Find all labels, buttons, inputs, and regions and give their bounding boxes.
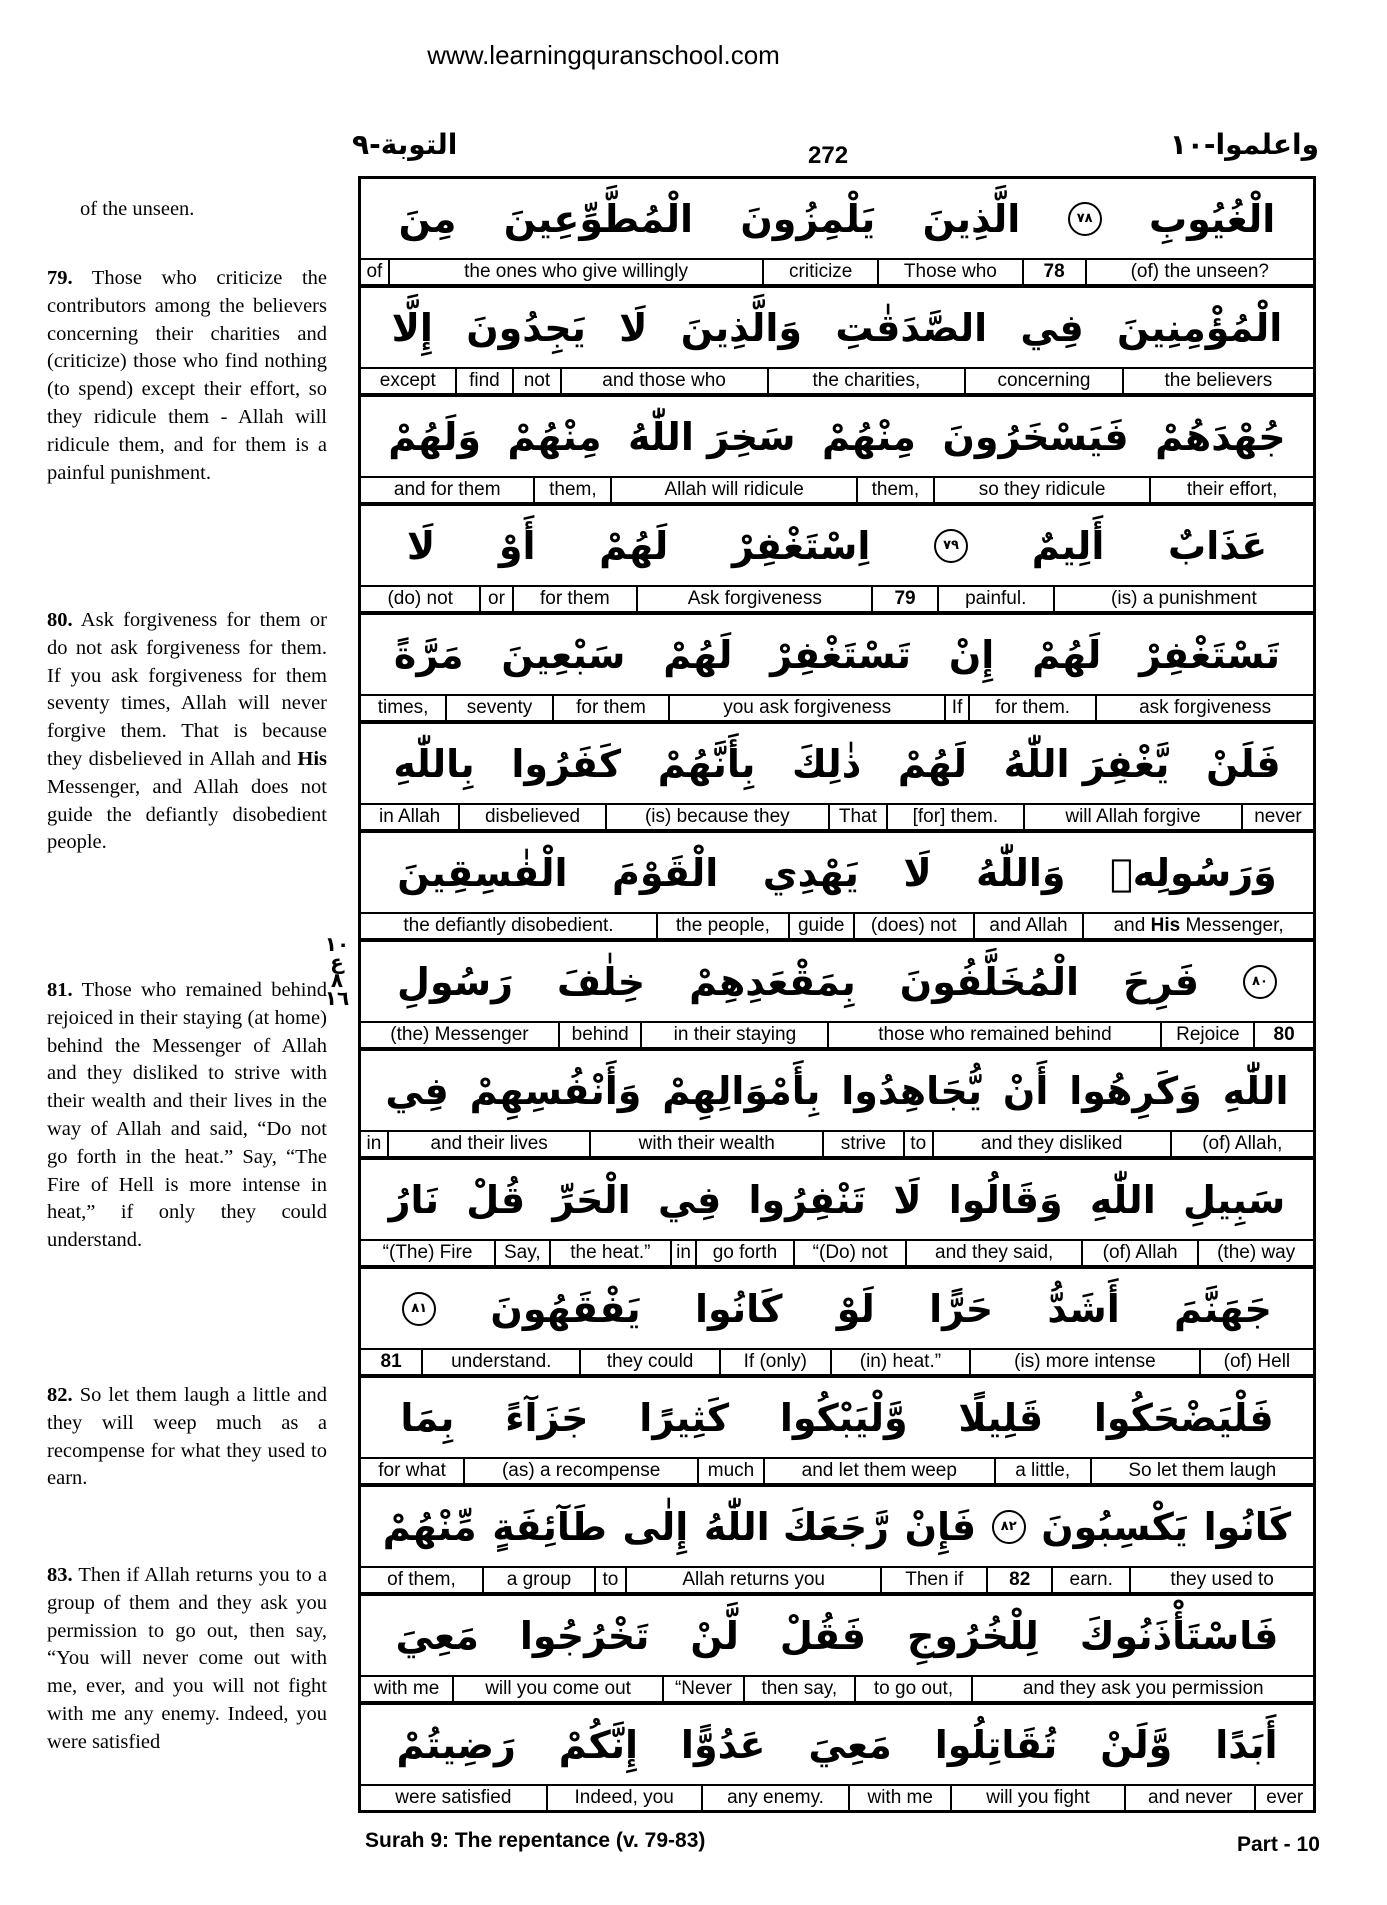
arabic-word: الْمُطَّوِّعِينَ [503,196,693,241]
english-word-cell: of them, [387,1569,456,1590]
english-word-cell: to [903,1132,932,1156]
english-word-cell: never [1241,805,1313,829]
english-word-cell: Indeed, you [546,1786,701,1810]
ruku-top: ١٠ [324,932,350,956]
arabic-word: الْحَرِّ [552,1177,631,1222]
verse-number: 81. [47,979,73,1001]
english-word-cell: [for] them. [886,805,1023,829]
arabic-word: إِلَّا [391,305,433,350]
english-word-cell: disbelieved [458,805,605,829]
english-word-cell: (the) Messenger [390,1024,529,1045]
english-word-cell: If [944,696,968,720]
english-word-cell: (do) not [387,588,453,609]
arabic-word: لَوْ [836,1286,875,1331]
english-word-cell: ask forgiveness [1095,696,1313,720]
arabic-word: فَاسْتَأْذَنُوكَ [1079,1613,1279,1658]
english-row [361,914,1313,942]
english-word-cell: then say, [743,1677,854,1701]
arabic-row [361,1051,1313,1132]
english-word-cell: find [455,369,513,393]
english-word-cell: the ones who give willingly [388,260,762,284]
arabic-row [361,724,1313,805]
arabic-word: الْفٰسِقِينَ [397,850,568,895]
english-word-cell: or [479,587,511,611]
arabic-word: عَدُوًّا [680,1722,766,1767]
arabic-word: اللّٰهِ [1089,1177,1156,1222]
verse-translation-bold: His [297,747,327,770]
english-word-cell: guide [788,914,853,938]
arabic-word: بِأَمْوَالِهِمْ [662,1068,821,1113]
arabic-word: وَاللّٰهُ [976,850,1066,895]
verse-number-cell: 78 [1022,260,1085,284]
english-row [361,696,1313,724]
arabic-word: وَأَنْفُسِهِمْ [469,1068,642,1113]
verse-translation-text: of the unseen. [80,198,195,220]
english-word-cell: they used to [1129,1568,1313,1592]
translation-paragraph [47,196,327,224]
english-word-cell: the believers [1122,369,1313,393]
arabic-word: سَبْعِينَ [501,632,626,677]
english-row [361,1677,1313,1705]
english-word-cell: the people, [656,914,788,938]
english-word-cell: go forth [695,1241,793,1265]
english-word-cell: their effort, [1149,478,1313,502]
arabic-word: رَسُولِ [396,959,514,1004]
verse-number-cell: 82 [986,1568,1051,1592]
english-word-cell: (does) not [853,914,973,938]
english-word-cell: (in) heat.” [830,1350,969,1374]
english-word-cell: If (only) [719,1350,830,1374]
arabic-word: كَفَرُوا [511,741,622,786]
arabic-word: طَآئِفَةٍ [492,1504,607,1549]
english-word-cell: for what [378,1460,446,1481]
arabic-word: لَهُمْ [897,741,967,786]
english-word-cell: not [512,369,559,393]
arabic-row [361,288,1313,369]
verse-translation-text: Ask forgiveness for them or do not ask forgiveness for them. If you ask forgiveness for them seventy times, Allah will never forgive them. That is because they disbelieved in Allah and [47,609,328,770]
verse-translation-text: Those who criticize the contributors among the believers concerning their charities and (criticize) those who find nothing (to spend) except their effort, so they ridicule them - Allah will ridicule them, and for them is a painful punishment. [47,267,327,484]
english-row [361,1568,1313,1596]
english-word-cell: strive [822,1132,903,1156]
english-word-cell: “(The) Fire [382,1242,473,1263]
english-word-cell: will you fight [950,1786,1124,1810]
english-word-cell: for them [552,696,668,720]
arabic-word: مَعِيَ [395,1613,479,1658]
verse-number: 79. [47,267,73,289]
arabic-row [361,397,1313,478]
english-word-cell: any enemy. [701,1786,849,1810]
arabic-word: لَهُمْ [599,523,669,568]
english-row [361,260,1313,288]
english-word-cell: except [379,370,436,391]
arabic-word: بِأَنَّهُمْ [657,741,756,786]
english-word-cell: understand. [421,1350,579,1374]
arabic-word: الْمُؤْمِنِينَ [1116,305,1283,350]
arabic-word: مِنْهُمْ [822,414,916,459]
verse-number-cell: 81 [380,1351,402,1372]
english-row [361,1241,1313,1269]
english-word-cell: they could [579,1350,718,1374]
english-word-cell: the heat.” [549,1241,671,1265]
english-word-cell: to go out, [854,1677,972,1701]
website-url [0,40,1387,71]
arabic-word: قُلْ [466,1177,526,1222]
english-word-cell: and they disliked [932,1132,1170,1156]
english-word-cell: you ask forgiveness [668,696,944,720]
bold-word: His [1150,915,1181,936]
arabic-word: تَخْرُجُوا [519,1613,650,1658]
arabic-word: تُقَاتِلُوا [934,1722,1058,1767]
english-word-cell: (of) the unseen? [1085,260,1313,284]
arabic-word: قَلِيلًا [958,1395,1044,1440]
surah-name: التوبة-٩ [352,128,458,161]
arabic-row [361,1487,1313,1568]
arabic-word: رَضِيتُمْ [396,1722,516,1767]
arabic-word: لَا [903,850,932,895]
verse-translation-text: So let them laugh a little and they will weep much as a recompense for what they used to earn. [47,1384,327,1490]
arabic-word: وَقَالُوا [948,1177,1063,1222]
arabic-word: وَكَرِهُوا [1069,1068,1202,1113]
arabic-word: لَهُمْ [1032,632,1102,677]
english-word-cell: and they said, [905,1241,1081,1265]
english-word-cell: of [366,261,383,282]
arabic-word: فِي [1020,305,1084,350]
arabic-word: جَهَنَّمَ [1174,1286,1272,1331]
website-url-text: www.learningquranschool.com [427,40,780,70]
translation-paragraph [47,265,327,487]
english-word-cell: (of) Allah [1081,1241,1197,1265]
english-row [361,369,1313,397]
arabic-word: يَّغْفِرَ اللّٰهُ [1003,741,1170,786]
arabic-word: بِاللّٰهِ [393,741,475,786]
arabic-word: أَنْ [1002,1068,1049,1113]
ruku-num: ٨ [330,968,344,992]
arabic-row [361,1596,1313,1677]
arabic-word: سَخِرَ اللّٰهُ [628,414,796,459]
word-by-word-grid [358,176,1316,1813]
juz-name: واعلموا-١٠ [1169,128,1319,161]
arabic-row [361,1269,1313,1350]
arabic-row [361,506,1313,587]
arabic-word: لَهُمْ [663,632,733,677]
english-word-cell: the charities, [767,369,965,393]
english-word-cell: Those who [877,260,1021,284]
arabic-word: تَنْفِرُوا [748,1177,866,1222]
arabic-word: إِلٰى [622,1504,689,1549]
english-row [361,587,1313,615]
arabic-word: سَبِيلِ [1182,1177,1286,1222]
english-word-cell: and Allah [973,914,1083,938]
english-word-cell: ever [1254,1786,1313,1810]
ruku-marker [322,932,352,1010]
english-word-cell: so they ridicule [933,478,1149,502]
english-word-cell: (of) Hell [1199,1350,1313,1374]
arabic-word: فِي [657,1177,722,1222]
arabic-row [361,179,1313,260]
arabic-word: يَلْمِزُونَ [740,196,876,241]
verse-translation-text: Those who remained behind rejoiced in their staying (at home) behind the Messenger of Allah and they disliked to strive with their wealth and their lives in the way of Allah and said, “Do not go forth in the heat.” Say, “The Fire of Hell is more intense in heat,” if only they could understand. [47,979,327,1252]
arabic-row [361,833,1313,914]
verse-number: 83. [47,1564,73,1586]
arabic-word: مِنَ [398,196,457,241]
english-word-cell: “Never [662,1677,743,1701]
verse-number: 82. [47,1384,73,1406]
arabic-word: كَثِيرًا [639,1395,730,1440]
arabic-word: أَشَدُّ [1047,1286,1120,1331]
arabic-word: الْغُيُوبِ [1148,196,1276,241]
english-word-cell: and their lives [387,1132,590,1156]
english-word-cell: for them [512,587,637,611]
english-word-cell: Ask forgiveness [636,587,871,611]
english-row [361,1023,1313,1051]
english-word-cell: criticize [762,260,877,284]
ruku-mid: ع [330,950,344,974]
arabic-word: خِلٰفَ [557,959,646,1004]
arabic-word: نَارُ [388,1177,440,1222]
arabic-word: وَلَهُمْ [388,414,482,459]
arabic-word: لَا [406,523,436,568]
english-word-cell: them, [533,478,610,502]
english-word-cell: seventy [445,696,552,720]
english-word-cell: much [697,1459,763,1483]
english-word-cell: earn. [1051,1568,1129,1592]
arabic-word: فِي [385,1068,449,1113]
verse-number-cell: 79 [871,587,936,611]
translation-paragraph [47,607,327,857]
english-word-cell: So let them laugh [1090,1459,1313,1483]
english-word-cell: (of) Allah, [1170,1132,1313,1156]
arabic-word: رَّجَعَكَ اللّٰهُ [703,1504,890,1549]
english-word-cell: “(Do) not [793,1241,905,1265]
arabic-word: مِنْهُمْ [507,414,602,459]
arabic-word: وَّلَنْ [1100,1722,1173,1767]
arabic-word: فَقُلْ [779,1613,866,1658]
footer-surah-label: Surah 9: The repentance (v. 79-83) [365,1829,706,1852]
english-word-cell: in [670,1241,695,1265]
english-word-cell: Say, [494,1241,548,1265]
english-word-cell: and for them [393,479,501,500]
arabic-word: اِسْتَغْفِرْ [732,523,871,568]
english-word-cell: and those who [560,369,767,393]
english-row [361,1350,1313,1378]
arabic-word: فَلْيَضْحَكُوا [1093,1395,1274,1440]
arabic-word: الْقَوْمَ [612,850,719,895]
english-word-cell: Then if [880,1568,986,1592]
translation-paragraph [47,977,327,1255]
arabic-row [361,1378,1313,1459]
english-word-cell: (the) way [1197,1241,1313,1265]
ruku-bottom: ١٦ [324,986,350,1010]
english-word-cell: (as) a recompense [463,1459,697,1483]
translation-paragraph [47,1382,327,1493]
arabic-word: وَّلْيَبْكُوا [779,1395,908,1440]
english-row [361,1459,1313,1487]
english-word-cell: in [366,1133,382,1154]
verse-number: 80. [47,609,73,631]
arabic-word: أَبَدًا [1215,1722,1278,1767]
english-word-cell: and let them weep [763,1459,994,1483]
arabic-word: أَوْ [498,523,536,568]
english-word-cell: in their staying [640,1023,827,1047]
arabic-word: مِّنْهُمْ [382,1504,477,1549]
verse-number-cell: 80 [1253,1023,1313,1047]
arabic-word: جَزَآءً [505,1395,589,1440]
arabic-word: يُّجَاهِدُوا [841,1068,983,1113]
english-word-cell: painful. [937,587,1053,611]
arabic-row [361,615,1313,696]
english-word-cell: Allah returns you [625,1568,881,1592]
arabic-word: حَرًّا [929,1286,994,1331]
arabic-word: فَلَنْ [1206,741,1281,786]
arabic-word: أَلِيمٌ [1031,523,1105,568]
arabic-word: كَانُوا [694,1286,783,1331]
english-word-cell: for them. [968,696,1095,720]
ayah-number-marker: ٧٨ [1068,202,1102,236]
translation-paragraph [47,1562,327,1757]
english-word-cell: That [828,805,886,829]
ayah-number-marker: ٨١ [402,1292,436,1326]
english-word-cell: a group [482,1568,594,1592]
arabic-word: لَا [619,305,648,350]
verse-translation-text: Messenger, and Allah does not guide the defiantly disobedient people. [47,775,327,854]
english-word-cell: will you come out [452,1677,662,1701]
arabic-word: تَسْتَغْفِرْ [770,632,912,677]
english-word-cell: (is) a punishment [1053,587,1313,611]
english-word-cell: the defiantly disobedient. [403,915,614,936]
arabic-word: لَا [893,1177,922,1222]
english-row [361,1786,1313,1810]
arabic-word: بِمَقْعَدِهِمْ [689,959,856,1004]
verse-translation-text: Then if Allah returns you to a group of them and they ask you permission to go out, then say, “You will never come out with me, ever, and you will not fight with me any enemy. Indeed, you were satisfied [47,1564,327,1753]
arabic-word: كَانُوا [1203,1504,1292,1549]
arabic-word: يَفْقَهُونَ [490,1286,641,1331]
arabic-row [361,942,1313,1023]
english-word-cell: to [594,1568,625,1592]
english-word-cell: behind [558,1023,641,1047]
ayah-number-marker: ٨٢ [992,1510,1026,1544]
arabic-word: مَعِيَ [808,1722,892,1767]
arabic-word: اللّٰهِ [1222,1068,1289,1113]
english-word-cell: and never [1124,1786,1255,1810]
arabic-word: يَكْسِبُونَ [1041,1504,1189,1549]
arabic-word: جُهْدَهُمْ [1155,414,1286,459]
arabic-row [361,1160,1313,1241]
ayah-number-marker: ٧٩ [934,529,968,563]
arabic-word: الصَّدَقٰتِ [835,305,988,350]
english-word-cell: Rejoice [1160,1023,1253,1047]
english-word-cell: a little, [994,1459,1090,1483]
english-word-cell: times, [377,697,429,718]
arabic-word: وَالَّذِينَ [680,305,803,350]
english-word-cell: with me [848,1786,950,1810]
english-row [361,1132,1313,1160]
arabic-word: إِنْ [948,632,995,677]
arabic-word: لِلْخُرُوجِ [906,1613,1039,1658]
arabic-word: فَرِحَ [1123,959,1199,1004]
english-word-cell: with their wealth [589,1132,822,1156]
english-word-cell: concerning [964,369,1122,393]
arabic-word: وَرَسُولِهٖ [1109,850,1277,895]
arabic-word: تَسْتَغْفِرْ [1139,632,1280,677]
english-word-cell: were satisfied [395,1787,512,1808]
footer-part-label: Part - 10 [1237,1833,1320,1856]
english-word-cell: Allah will ridicule [610,478,856,502]
english-word-cell: those who remained behind [827,1023,1160,1047]
ayah-number-marker: ٨٠ [1243,965,1277,999]
arabic-word: يَهْدِي [762,850,859,895]
english-word-cell: (is) more intense [969,1350,1199,1374]
arabic-word: إِنَّكُمْ [558,1722,638,1767]
english-word-cell: in Allah [378,806,441,827]
arabic-word: ذٰلِكَ [792,741,862,786]
english-word-cell: (is) because they [605,805,828,829]
arabic-word: بِمَا [400,1395,455,1440]
english-word-cell: them, [856,478,933,502]
arabic-word: مَرَّةً [393,632,464,677]
english-word-cell: will Allah forgive [1023,805,1241,829]
page-number: 272 [808,142,849,169]
arabic-word: فَإِنْ [904,1504,977,1549]
arabic-word: فَيَسْخَرُونَ [942,414,1129,459]
arabic-word: الْمُخَلَّفُونَ [899,959,1080,1004]
english-row [361,478,1313,506]
english-row [361,805,1313,833]
english-word-cell: and His Messenger, [1082,914,1313,938]
english-word-cell: with me [373,1678,440,1699]
arabic-word: عَذَابٌ [1168,523,1268,568]
arabic-row [361,1705,1313,1786]
arabic-word: يَجِدُونَ [466,305,586,350]
english-word-cell: and they ask you permission [971,1677,1313,1701]
arabic-word: الَّذِينَ [922,196,1021,241]
arabic-word: لَّنْ [690,1613,739,1658]
